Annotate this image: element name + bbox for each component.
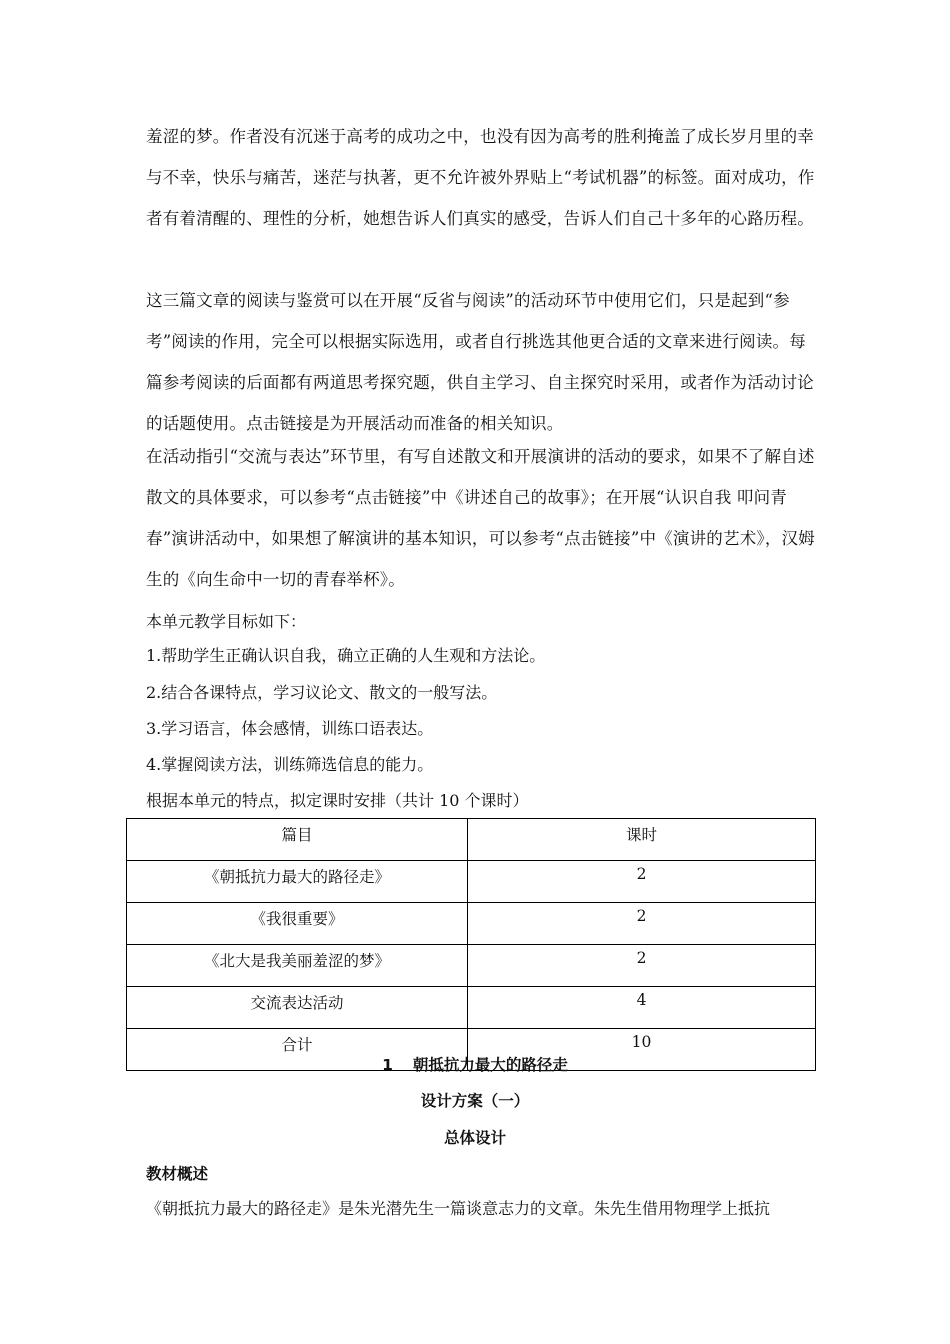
table-header-cell: 篇目	[127, 819, 468, 861]
material-text: 《朝抵抗力最大的路径走》是朱光潜先生一篇谈意志力的文章。朱先生借用物理学上抵抗	[146, 1199, 771, 1218]
paragraph-activity-guide: 在活动指引“交流与表达”环节里，有写自述散文和开展演讲的活动的要求，如果不了解自述散文的具体要求，可以参考“点击链接”中《讲述自己的故事》；在开展“认识自我 叩问青春”演讲活动中，如果想了解演讲的基本知识，可以参考“点击链接”中《演讲的艺术》，汉姆生的《向生命中一切的青春举杯》。	[146, 447, 815, 589]
table-cell: 4	[468, 987, 816, 1029]
schedule-intro: 根据本单元的特点，拟定课时安排（共计 10 个课时）	[146, 791, 529, 810]
table-header-row	[127, 819, 816, 861]
schedule-table	[126, 818, 816, 1071]
lesson-heading	[0, 1053, 950, 1075]
lesson-number: 1	[382, 1056, 393, 1074]
table-cell: 《我很重要》	[127, 903, 468, 945]
objective-item: 4.掌握阅读方法，训练筛选信息的能力。	[146, 755, 434, 774]
table-row	[127, 861, 816, 903]
table-cell: 交流表达活动	[127, 987, 468, 1029]
table-cell: 《朝抵抗力最大的路径走》	[127, 861, 468, 903]
table-cell: 2	[468, 945, 816, 987]
paragraph-intro-continued: 羞涩的梦。作者没有沉迷于高考的成功之中，也没有因为高考的胜利掩盖了成长岁月里的幸与不幸，快乐与痛苦，迷茫与执著，更不允许被外界贴上“考试机器”的标签。面对成功，作者有着清醒的、理性的分析，她想告诉人们真实的感受，告诉人们自己十多年的心路历程。	[146, 127, 815, 228]
material-heading: 教材概述	[146, 1165, 209, 1183]
table-cell: 2	[468, 861, 816, 903]
table-cell: 合计	[127, 1029, 468, 1071]
design-title: 设计方案（一）	[420, 1092, 530, 1110]
table-cell: 10	[468, 1029, 816, 1071]
table-cell: 《北大是我美丽羞涩的梦》	[127, 945, 468, 987]
table-row	[127, 945, 816, 987]
table-row	[127, 987, 816, 1029]
goals-intro: 本单元教学目标如下：	[146, 612, 307, 631]
objective-item: 3.学习语言，体会感情，训练口语表达。	[146, 719, 434, 738]
table-header-cell: 课时	[468, 819, 816, 861]
objective-item: 2.结合各课特点，学习议论文、散文的一般写法。	[146, 683, 498, 702]
objective-item: 1.帮助学生正确认识自我，确立正确的人生观和方法论。	[146, 646, 546, 665]
lesson-title: 朝抵抗力最大的路径走	[412, 1056, 568, 1074]
paragraph-reading-usage: 这三篇文章的阅读与鉴赏可以在开展“反省与阅读”的活动环节中使用它们，只是起到“参考”阅读的作用，完全可以根据实际选用，或者自行挑选其他更合适的文章来进行阅读。每篇参考阅读的后面都有两道思考探究题，供自主学习、自主探究时采用，或者作为活动讨论的话题使用。点击链接是为开展活动而准备的相关知识。	[146, 291, 814, 433]
table-cell: 2	[468, 903, 816, 945]
table-row	[127, 903, 816, 945]
overall-title: 总体设计	[443, 1129, 506, 1147]
